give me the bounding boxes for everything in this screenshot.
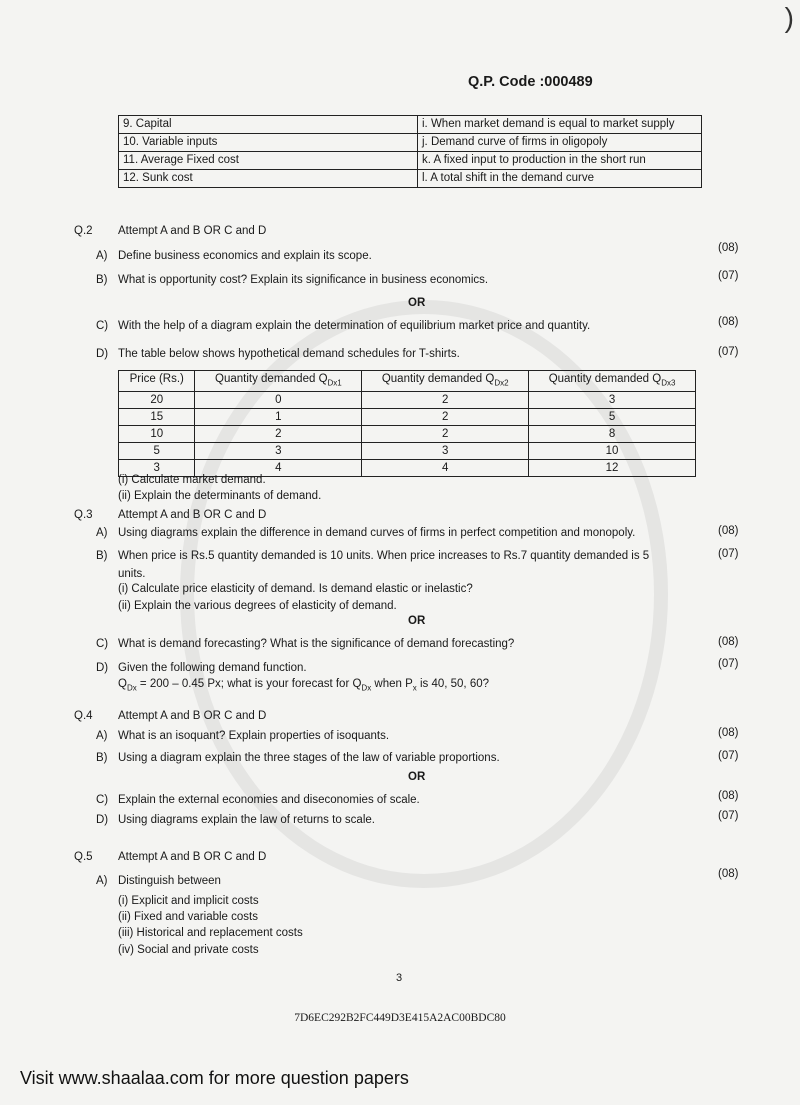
table-header-row — [119, 371, 696, 392]
instruction: Attempt A and B OR C and D — [118, 509, 267, 521]
question-text: Given the following demand function. — [118, 662, 307, 674]
cell: 4 — [195, 460, 362, 477]
subscript: Dx1 — [327, 378, 342, 388]
part-label: A) — [96, 875, 108, 887]
header-qdx3 — [529, 371, 696, 392]
cell: 2 — [362, 392, 529, 409]
question-number: Q.3 — [74, 509, 93, 521]
cell: 2 — [362, 426, 529, 443]
marks: (08) — [718, 636, 739, 648]
sub-question: (ii) Explain the determinants of demand. — [118, 490, 322, 502]
subscript: Dx — [361, 683, 372, 693]
subscript: Dx3 — [661, 378, 676, 388]
question-text: With the help of a diagram explain the determination of equilibrium market price and quantity. — [118, 320, 591, 332]
cell: 5 — [529, 409, 696, 426]
table-row — [119, 134, 702, 152]
formula-part: Q — [118, 678, 127, 690]
cell: 20 — [119, 392, 195, 409]
header-text: Quantity demanded Q — [381, 373, 495, 385]
part-label: A) — [96, 527, 108, 539]
list-item: (iii) Historical and replacement costs — [118, 927, 303, 939]
part-label: B) — [96, 752, 108, 764]
cell: j. Demand curve of firms in oligopoly — [418, 134, 702, 152]
table-row — [119, 152, 702, 170]
cell: 9. Capital — [119, 116, 418, 134]
question-text: Explain the external economies and diseconomies of scale. — [118, 794, 420, 806]
question-text: When price is Rs.5 quantity demanded is 10 units. When price increases to Rs.7 quantity demanded is 5 — [118, 550, 650, 562]
formula-part: = 200 – 0.45 Px; what is your forecast for Q — [136, 678, 362, 690]
marks: (08) — [718, 727, 739, 739]
subscript: Dx2 — [494, 378, 509, 388]
demand-schedule-table — [118, 370, 696, 477]
part-label: D) — [96, 814, 109, 826]
subscript: Dx — [126, 683, 137, 693]
question-text: Distinguish between — [118, 875, 221, 887]
cell: l. A total shift in the demand curve — [418, 170, 702, 188]
cell: 2 — [195, 426, 362, 443]
question-text: Define business economics and explain its scope. — [118, 250, 372, 262]
match-table — [118, 115, 702, 188]
page-edge-mark: ) — [784, 2, 794, 33]
subscript: x — [412, 683, 417, 693]
question-text-cont: units. — [118, 568, 146, 580]
cell: 8 — [529, 426, 696, 443]
header-text: Quantity demanded Q — [215, 373, 328, 385]
part-label: A) — [96, 730, 108, 742]
cell: 2 — [362, 409, 529, 426]
cell: 15 — [119, 409, 195, 426]
sub-question: (ii) Explain the various degrees of elasticity of demand. — [118, 600, 397, 612]
part-label: B) — [96, 274, 108, 286]
cell: 3 — [362, 443, 529, 460]
or-separator: OR — [408, 615, 426, 627]
demand-function — [118, 678, 489, 692]
part-label: C) — [96, 794, 109, 806]
cell: k. A fixed input to production in the short run — [418, 152, 702, 170]
cell: 10. Variable inputs — [119, 134, 418, 152]
cell: 3 — [195, 443, 362, 460]
sub-question: (i) Calculate price elasticity of demand. Is demand elastic or inelastic? — [118, 583, 473, 595]
question-number: Q.5 — [74, 851, 93, 863]
cell: 4 — [362, 460, 529, 477]
marks: (07) — [718, 810, 739, 822]
marks: (07) — [718, 658, 739, 670]
question-text: Using a diagram explain the three stages of the law of variable proportions. — [118, 752, 500, 764]
header-qdx2 — [362, 371, 529, 392]
part-label: D) — [96, 348, 109, 360]
part-label: A) — [96, 250, 108, 262]
question-text: What is an isoquant? Explain properties of isoquants. — [118, 730, 390, 742]
part-label: C) — [96, 320, 109, 332]
marks: (08) — [718, 868, 739, 880]
marks: (08) — [718, 242, 739, 254]
paper-hash-code: 7D6EC292B2FC449D3E415A2AC00BDC80 — [294, 1012, 506, 1024]
marks: (08) — [718, 790, 739, 802]
question-number: Q.2 — [74, 225, 93, 237]
part-label: B) — [96, 550, 108, 562]
question-text: Using diagrams explain the law of returns to scale. — [118, 814, 375, 826]
table-row — [119, 409, 696, 426]
qp-code: Q.P. Code :000489 — [468, 74, 593, 90]
marks: (07) — [718, 346, 739, 358]
marks: (07) — [718, 750, 739, 762]
list-item: (iv) Social and private costs — [118, 944, 259, 956]
instruction: Attempt A and B OR C and D — [118, 710, 267, 722]
cell: 10 — [119, 426, 195, 443]
table-row — [119, 392, 696, 409]
sub-question: (i) Calculate market demand. — [118, 474, 266, 486]
question-text: What is opportunity cost? Explain its significance in business economics. — [118, 274, 489, 286]
cell: 11. Average Fixed cost — [119, 152, 418, 170]
header-price: Price (Rs.) — [119, 371, 195, 392]
cell: 0 — [195, 392, 362, 409]
header-text: Quantity demanded Q — [548, 373, 662, 385]
cell: 5 — [119, 443, 195, 460]
instruction: Attempt A and B OR C and D — [118, 851, 267, 863]
formula-part: when P — [371, 678, 413, 690]
question-text: Using diagrams explain the difference in demand curves of firms in perfect competition and monopoly. — [118, 527, 636, 539]
header-qdx1 — [195, 371, 362, 392]
part-label: D) — [96, 662, 109, 674]
table-row — [119, 170, 702, 188]
marks: (08) — [718, 316, 739, 328]
marks: (08) — [718, 525, 739, 537]
page-number: 3 — [396, 972, 403, 984]
formula-part: is 40, 50, 60? — [416, 678, 490, 690]
question-text: What is demand forecasting? What is the significance of demand forecasting? — [118, 638, 515, 650]
cell: 12. Sunk cost — [119, 170, 418, 188]
cell: 10 — [529, 443, 696, 460]
cell: 1 — [195, 409, 362, 426]
or-separator: OR — [408, 297, 426, 309]
or-separator: OR — [408, 771, 426, 783]
shaalaa-footer-link[interactable]: Visit www.shaalaa.com for more question papers — [20, 1068, 409, 1088]
cell: i. When market demand is equal to market supply — [418, 116, 702, 134]
table-row — [119, 426, 696, 443]
cell: 3 — [119, 460, 195, 477]
instruction: Attempt A and B OR C and D — [118, 225, 267, 237]
table-row — [119, 116, 702, 134]
marks: (07) — [718, 270, 739, 282]
question-text: The table below shows hypothetical demand schedules for T-shirts. — [118, 348, 460, 360]
list-item: (i) Explicit and implicit costs — [118, 895, 259, 907]
cell: 12 — [529, 460, 696, 477]
table-row — [119, 443, 696, 460]
marks: (07) — [718, 548, 739, 560]
list-item: (ii) Fixed and variable costs — [118, 911, 258, 923]
question-number: Q.4 — [74, 710, 93, 722]
cell: 3 — [529, 392, 696, 409]
part-label: C) — [96, 638, 109, 650]
